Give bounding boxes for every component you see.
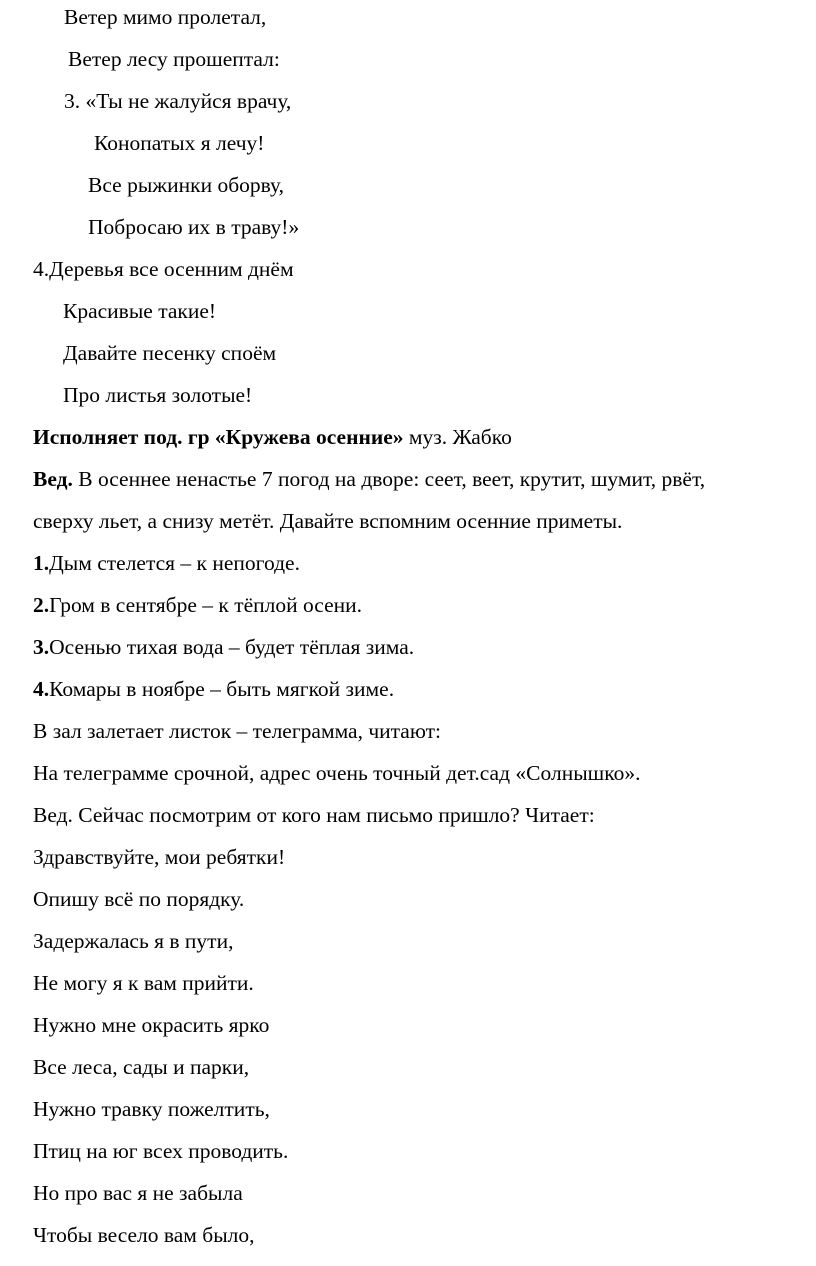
poem-line: Ветер лесу прошептал: [68,47,280,71]
omen-number: 2. [33,593,50,617]
omen-text: Дым стелется – к непогоде. [49,551,300,575]
letter-line: Птиц на юг всех проводить. [33,1139,289,1163]
letter-line: Здравствуйте, мои ребятки! [33,845,286,869]
omen-item [33,676,394,702]
telegram-line: На телеграмме срочной, адрес очень точный дет.сад «Солнышко». [33,761,641,785]
poem-line: Ветер мимо пролетал, [64,5,267,29]
omen-text: Осенью тихая вода – будет тёплая зима. [49,635,415,659]
omen-item [33,550,300,576]
letter-line: Нужно мне окрасить ярко [33,1013,270,1037]
omen-text: Комары в ноябре – быть мягкой зиме. [49,677,395,701]
poem-line: Про листья золотые! [63,383,253,407]
performance-title: Исполняет под. гр «Кружева осенние» [33,425,404,449]
letter-line: Не могу я к вам прийти. [33,971,254,995]
letter-line: Чтобы весело вам было, [33,1223,255,1247]
omen-number: 4. [33,677,50,701]
performance-note [33,424,512,450]
poem-line: Красивые такие! [63,299,217,323]
letter-line: Но про вас я не забыла [33,1181,243,1205]
letter-line: Все леса, сады и парки, [33,1055,250,1079]
poem-line: Конопатых я лечу! [94,131,265,155]
stage-direction: В зал залетает листок – телеграмма, читают: [33,719,441,743]
poem-line: Давайте песенку споём [63,341,277,365]
omen-number: 3. [33,635,50,659]
poem-line: Все рыжинки оборву, [88,173,285,197]
host-line [33,466,705,492]
letter-line: Нужно травку пожелтить, [33,1097,270,1121]
host-line-continued: сверху льет, а снизу метёт. Давайте вспомним осенние приметы. [33,509,623,533]
poem-line: 4.Деревья все осенним днём [33,257,294,281]
omen-number: 1. [33,551,50,575]
letter-line: Задержалась я в пути, [33,929,234,953]
letter-line: Опишу всё по порядку. [33,887,245,911]
omen-item [33,634,414,660]
omen-text: Гром в сентябре – к тёплой осени. [49,593,363,617]
host-line: Вед. Сейчас посмотрим от кого нам письмо пришло? Читает: [33,803,595,827]
poem-line: 3. «Ты не жалуйся врачу, [64,89,292,113]
host-text: В осеннее ненастье 7 погод на дворе: сеет, веет, крутит, шумит, рвёт, [72,467,706,491]
omen-item [33,592,362,618]
poem-line: Побросаю их в траву!» [88,215,300,239]
composer-note: муз. Жабко [403,425,512,449]
speaker-label: Вед. [33,467,73,491]
